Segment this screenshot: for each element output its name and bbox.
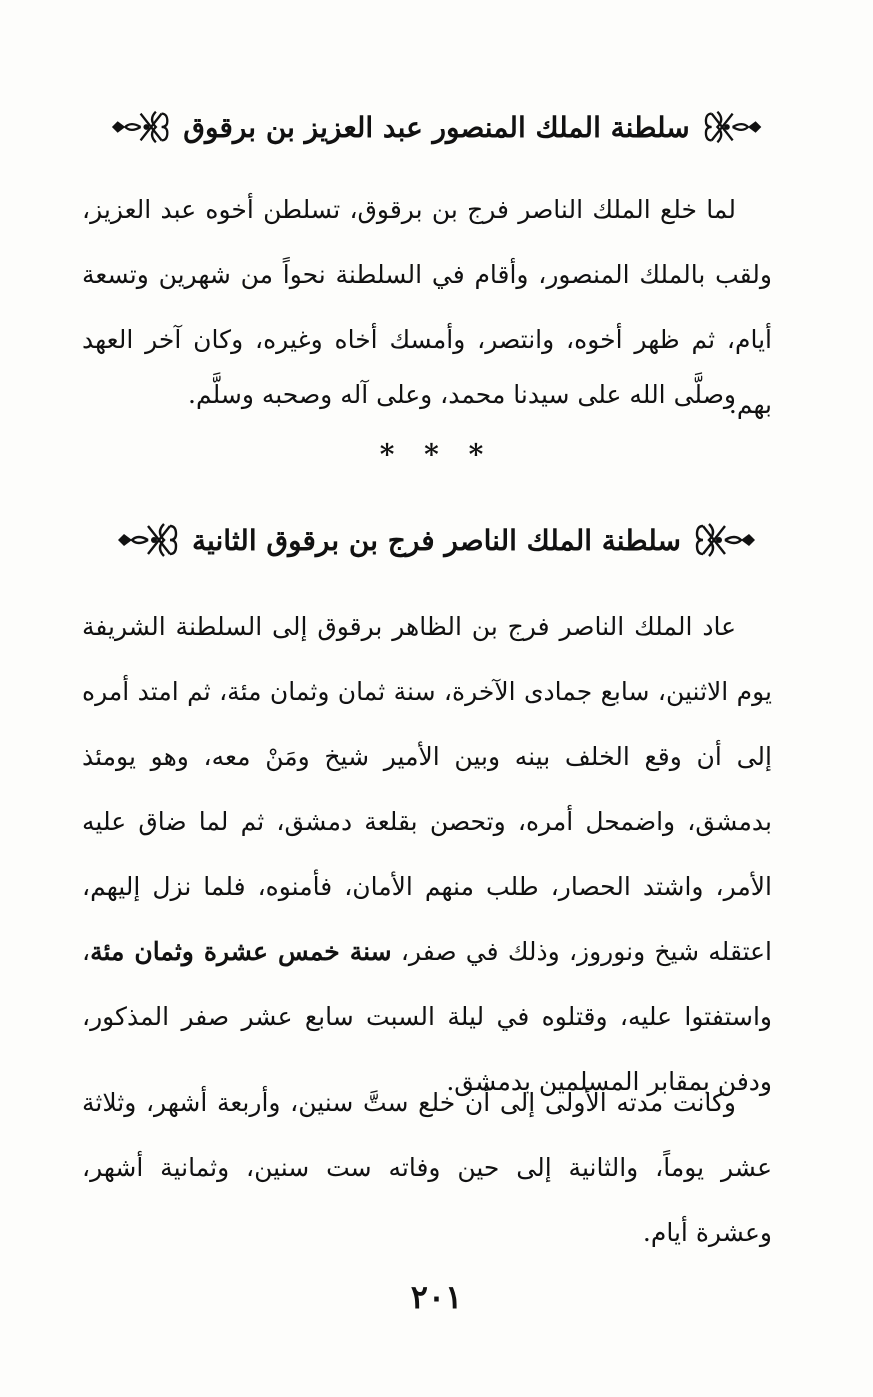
section2-heading bbox=[110, 510, 763, 570]
page-number: ٢٠١ bbox=[410, 1278, 463, 1316]
section2-paragraph1-part2: ، واستفتوا عليه، وقتلوه في ليلة السبت سابع عشر صفر المذكور، ودفن بمقابر المسلمين بدمشق. bbox=[82, 937, 772, 1096]
section2-paragraph1-part1: عاد الملك الناصر فرج بن الظاهر برقوق إلى السلطنة الشريفة يوم الاثنين، سابع جمادى الآخرة، سنة ثمان وثمان مئة، ثم امتد أمره إلى أن وقع الخلف بينه وبين الأمير شيخ ومَنْ معه، وهو يومئذ بدمشق، واضمحل أمره، وتحصن بقلعة دمشق، ثم لما ضاق عليه الأمر، واشتد الحصار، طلب منهم الأمان، فأمنوه، فلما نزل إليهم، اعتقله شيخ ونوروز، وذلك في صفر، bbox=[82, 612, 772, 966]
ornament-left-icon bbox=[110, 107, 169, 147]
section-separator: * * * bbox=[379, 438, 494, 471]
section1-closing: وصلَّى الله على سيدنا محمد، وعلى آله وصحبه وسلَّم. bbox=[188, 380, 736, 409]
ornament-right-icon bbox=[695, 520, 757, 560]
section2-heading-text: سلطنة الملك الناصر فرج بن برقوق الثانية bbox=[192, 523, 681, 557]
ornament-left-icon bbox=[116, 520, 178, 560]
section2-paragraph2: وكانت مدته الأولى إلى أن خلع ستَّ سنين، وأربعة أشهر، وثلاثة عشر يوماً، والثانية إلى حين وفاته ست سنين، وثمانية أشهر، وعشرة أيام. bbox=[82, 1088, 772, 1247]
section1-paragraph: لما خلع الملك الناصر فرج بن برقوق، تسلطن أخوه عبد العزيز، ولقب بالملك المنصور، وأقام في السلطنة نحواً من شهرين وتسعة أيام، ثم ظهر أخوه، وانتصر، وأمسك أخاه وغيره، وكان آخر العهد بهم. bbox=[82, 195, 772, 419]
section1-heading bbox=[110, 97, 763, 157]
section1-heading-text: سلطنة الملك المنصور عبد العزيز بن برقوق bbox=[183, 110, 690, 144]
section2-paragraph1-bold-date: سنة خمس عشرة وثمان مئة bbox=[90, 937, 392, 966]
ornament-right-icon bbox=[704, 107, 763, 147]
section2-paragraph1 bbox=[82, 594, 772, 1114]
